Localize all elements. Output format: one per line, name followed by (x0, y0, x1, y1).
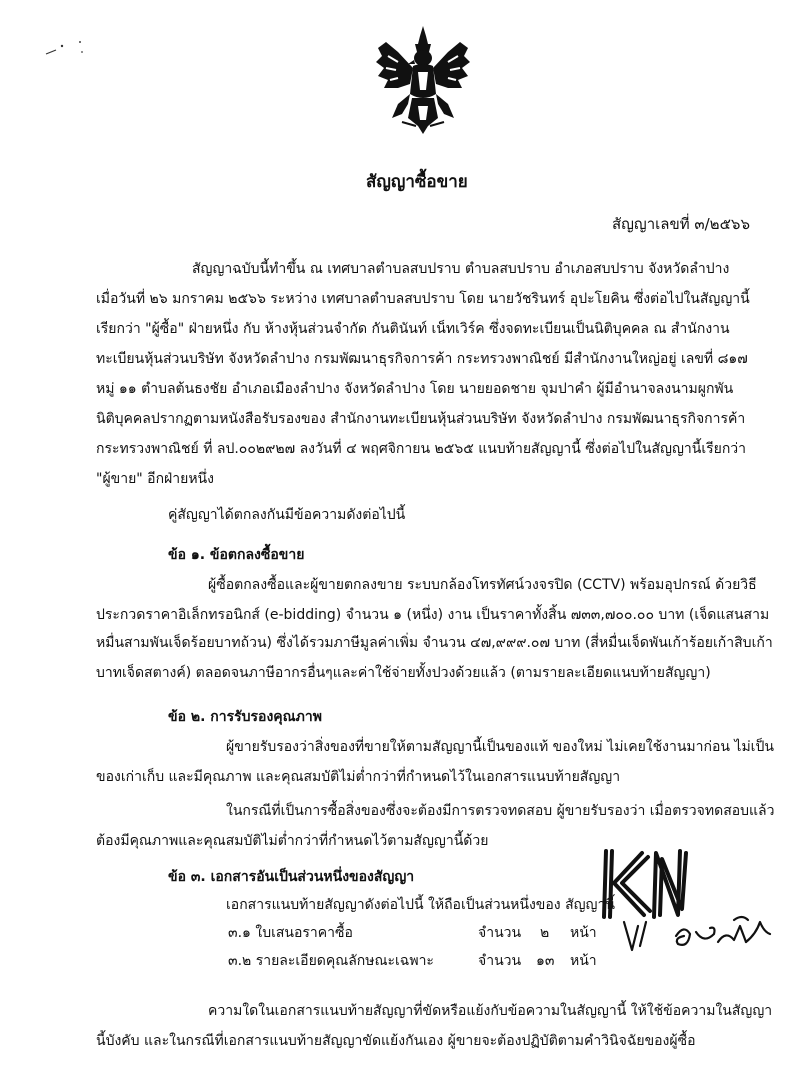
intro-line: เรียกว่า "ผู้ซื้อ" ฝ่ายหนึ่ง กับ ห้างหุ้นส่วนจำกัด กันตินันท์ เน็ทเวิร์ค ซึ่งจดทะเบียนเป็นนิติบุคคล ณ สำนักงาน (96, 321, 730, 337)
intro-line: สัญญาฉบับนี้ทำขึ้น ณ เทศบาลตำบลสบปราบ ตำบลสบปราบ อำเภอสบปราบ จังหวัดลำปาง (192, 261, 730, 277)
closing-line: ความใดในเอกสารแนบท้ายสัญญาที่ขัดหรือแย้งกับข้อความในสัญญานี้ ให้ใช้ข้อความในสัญญา (208, 1003, 773, 1019)
intro-line: ทะเบียนหุ้นส่วนบริษัท จังหวัดลำปาง กรมพัฒนาธุรกิจการค้า กระทรวงพาณิชย์ มีสำนักงานใหญ่อยู่ เลขที่ ๘๑๗ (96, 351, 748, 367)
clause-2-line: ผู้ขายรับรองว่าสิ่งของที่ขายให้ตามสัญญานี้เป็นของแท้ ของใหม่ ไม่เคยใช้งานมาก่อน ไม่เป็น (226, 739, 774, 755)
intro-line: นิติบุคคลปรากฏตามหนังสือรับรองของ สำนักงานทะเบียนหุ้นส่วนบริษัท จังหวัดลำปาง กรมพัฒนาธุรกิจการค้า (96, 411, 746, 427)
closing-line: นี้บังคับ และในกรณีที่เอกสารแนบท้ายสัญญาขัดแย้งกันเอง ผู้ขายจะต้องปฏิบัติตามคำวินิจฉัยของผู้ซื้อ (96, 1033, 696, 1049)
clause-3-intro: เอกสารแนบท้ายสัญญาดังต่อไปนี้ ให้ถือเป็นส่วนหนึ่งของ สัญญานี้ (226, 897, 615, 913)
clause-1-heading: ข้อ ๑. ข้อตกลงซื้อขาย (168, 547, 305, 563)
attachment-item-label: ๓.๒ รายละเอียดคุณลักษณะเฉพาะ (228, 953, 434, 969)
clause-1-line: หมื่นสามพันเจ็ดร้อยบาทถ้วน) ซึ่งได้รวมภาษีมูลค่าเพิ่ม จำนวน ๔๗,๙๙๙.๐๗ บาท (สี่หมื่นเจ็ดพันเก้าร้อยเก้าสิบเก้า (96, 635, 773, 651)
scan-specks (36, 36, 96, 76)
clause-1-line: ผู้ซื้อตกลงซื้อและผู้ขายตกลงขาย ระบบกล้องโทรทัศน์วงจรปิด (CCTV) พร้อมอุปกรณ์ ด้วยวิธี (208, 577, 757, 593)
attachment-count: ๒ (540, 925, 550, 941)
clause-2-line: ของเก่าเก็บ และมีคุณภาพ และคุณสมบัติไม่ต่ำกว่าที่กำหนดไว้ในเอกสารแนบท้ายสัญญา (96, 769, 621, 785)
contract-number: สัญญาเลขที่ ๓/๒๕๖๖ (612, 215, 750, 233)
garuda-emblem (368, 22, 478, 140)
signature-mark (618, 912, 778, 962)
clause-2-heading: ข้อ ๒. การรับรองคุณภาพ (168, 709, 322, 725)
agreement-statement: คู่สัญญาได้ตกลงกันมีข้อความดังต่อไปนี้ (168, 507, 406, 523)
clause-1-line: ประกวดราคาอิเล็กทรอนิกส์ (e-bidding) จำนวน ๑ (หนึ่ง) งาน เป็นราคาทั้งสิ้น ๗๓๓,๗๐๐.๐๐ บาท (เจ็ดแสนสาม (96, 607, 770, 623)
attachment-unit: หน้า (570, 925, 597, 941)
attachment-count: ๑๓ (536, 953, 555, 969)
clause-3-heading: ข้อ ๓. เอกสารอันเป็นส่วนหนึ่งของสัญญา (168, 869, 415, 885)
attachment-unit: หน้า (570, 953, 597, 969)
intro-line: "ผู้ขาย" อีกฝ่ายหนึ่ง (96, 471, 214, 487)
clause-2-line: ต้องมีคุณภาพและคุณสมบัติไม่ต่ำกว่าที่กำหนดไว้ตามสัญญานี้ด้วย (96, 833, 489, 849)
intro-line: เมื่อวันที่ ๒๖ มกราคม ๒๕๖๖ ระหว่าง เทศบาลตำบลสบปราบ โดย นายวัชรินทร์ อุปะโยคิน ซึ่งต่อไปในสัญญานี้ (96, 291, 750, 307)
contract-title: สัญญาซื้อขาย (366, 172, 468, 192)
attachment-item-label: ๓.๑ ใบเสนอราคาซื้อ (228, 925, 353, 941)
intro-line: หมู่ ๑๑ ตำบลต้นธงชัย อำเภอเมืองลำปาง จังหวัดลำปาง โดย นายยอดชาย จุมปาคำ ผู้มีอำนาจลงนามผูกพัน (96, 381, 734, 397)
clause-1-line: บาทเจ็ดสตางค์) ตลอดจนภาษีอากรอื่นๆและค่าใช้จ่ายทั้งปวงด้วยแล้ว (ตามรายละเอียดแนบท้ายสัญญา) (96, 665, 711, 681)
intro-line: กระทรวงพาณิชย์ ที่ ลป.๐๐๒๙๒๗ ลงวันที่ ๔ พฤศจิกายน ๒๕๖๕ แนบท้ายสัญญานี้ ซึ่งต่อไปในสัญญานี้เรียกว่า (96, 441, 747, 457)
clause-2-line: ในกรณีที่เป็นการซื้อสิ่งของซึ่งจะต้องมีการตรวจทดสอบ ผู้ขายรับรองว่า เมื่อตรวจทดสอบแล้ว (226, 803, 775, 819)
attachment-count-label: จำนวน (478, 925, 522, 941)
attachment-count-label: จำนวน (478, 953, 522, 969)
